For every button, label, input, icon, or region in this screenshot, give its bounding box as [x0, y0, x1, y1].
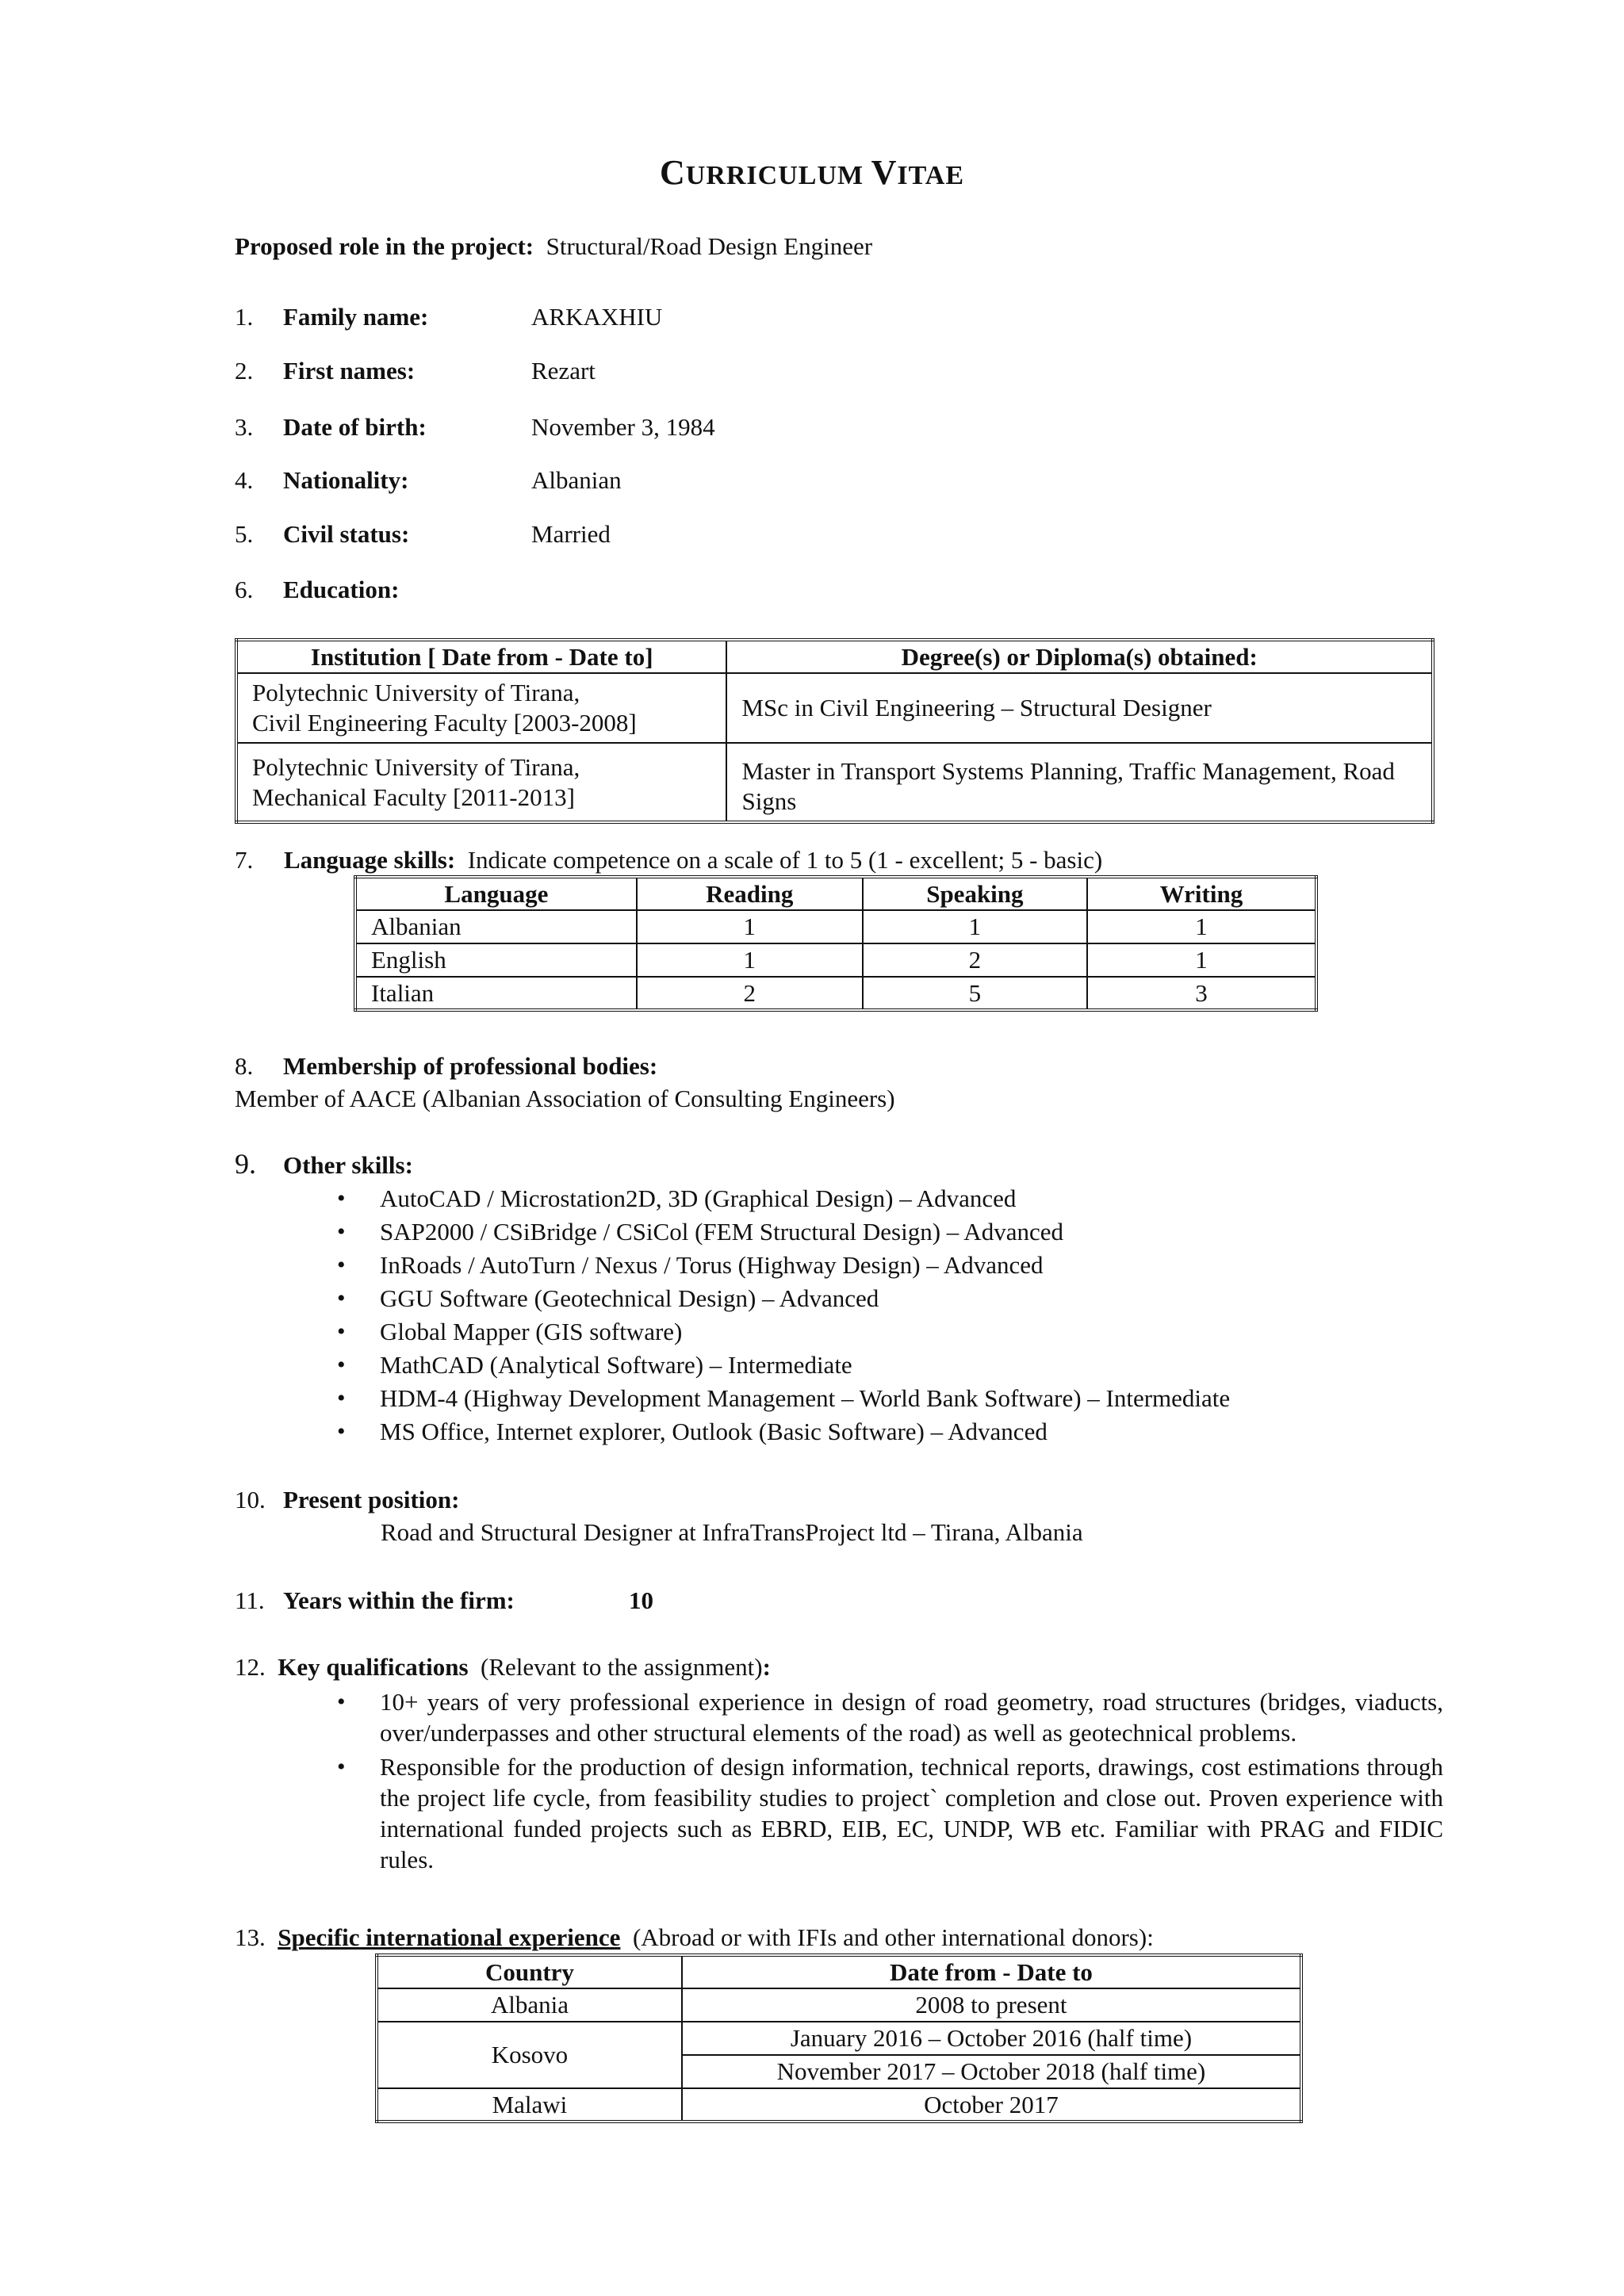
key-qualifications-list — [337, 1686, 1443, 1878]
education-label: Education: — [283, 576, 400, 603]
language-table — [354, 875, 1318, 1012]
table-row — [355, 977, 1316, 1010]
international-heading — [235, 1923, 1154, 1953]
speaking-score: 2 — [863, 943, 1087, 977]
date-of-birth-value: November 3, 1984 — [531, 413, 715, 441]
list-item: • MS Office, Internet explorer, Outlook (Basic Software) – Advanced — [337, 1415, 1447, 1448]
country: Kosovo — [377, 2022, 682, 2088]
country: Albania — [377, 1988, 682, 2022]
nationality-label: Nationality: — [283, 466, 409, 494]
family-name-value: ARKAXHIU — [531, 303, 663, 331]
field-number: 13. — [235, 1923, 266, 1951]
family-name-label: Family name: — [283, 303, 429, 331]
international-label: Specific international experience — [278, 1923, 621, 1951]
list-item: • InRoads / AutoTurn / Nexus / Torus (Highway Design) – Advanced — [337, 1249, 1447, 1282]
degree: Master in Transport Systems Planning, Traffic Management, Road Signs — [726, 743, 1433, 822]
institution-name: Polytechnic University of Tirana, — [252, 752, 580, 781]
country-header: Country — [377, 1955, 682, 1988]
country: Malawi — [377, 2088, 682, 2122]
proposed-role-value: Structural/Road Design Engineer — [546, 232, 873, 260]
date-range: January 2016 – October 2016 (half time) — [682, 2022, 1301, 2055]
field-number: 11. — [235, 1586, 265, 1614]
table-row — [377, 2022, 1301, 2055]
writing-header: Writing — [1087, 877, 1316, 910]
language-name: Albanian — [355, 910, 637, 943]
key-qualifications-label: Key qualifications — [278, 1653, 469, 1681]
list-item: • SAP2000 / CSiBridge / CSiCol (FEM Structural Design) – Advanced — [337, 1215, 1447, 1249]
list-item: • HDM-4 (Highway Development Management – World Bank Software) – Intermediate — [337, 1382, 1447, 1415]
language-section-heading — [235, 845, 1102, 875]
date-range: 2008 to present — [682, 1988, 1301, 2022]
speaking-header: Speaking — [863, 877, 1087, 910]
list-item: • AutoCAD / Microstation2D, 3D (Graphical Design) – Advanced — [337, 1182, 1447, 1215]
membership-label: Membership of professional bodies: — [283, 1052, 658, 1080]
present-position-label: Present position: — [283, 1486, 460, 1513]
other-skills-label: Other skills: — [283, 1151, 413, 1179]
field-number: 10. — [235, 1486, 266, 1513]
page-title: CURRICULUM VITAE — [659, 153, 964, 192]
years-in-firm-value: 10 — [629, 1586, 653, 1614]
proposed-role-label: Proposed role in the project: — [235, 232, 534, 260]
institution-faculty: Mechanical Faculty [2011-2013] — [252, 783, 575, 811]
field-number: 2. — [235, 357, 254, 385]
nationality-value: Albanian — [531, 466, 622, 494]
writing-score: 1 — [1087, 910, 1316, 943]
date-range: October 2017 — [682, 2088, 1301, 2122]
date-range: November 2017 – October 2018 (half time) — [682, 2055, 1301, 2088]
table-row — [355, 910, 1316, 943]
language-name: Italian — [355, 977, 637, 1010]
education-header-degree: Degree(s) or Diploma(s) obtained: — [726, 640, 1433, 673]
education-header-institution: Institution [ Date from - Date to] — [236, 640, 726, 673]
list-item: • Global Mapper (GIS software) — [337, 1315, 1447, 1349]
date-header: Date from - Date to — [682, 1955, 1301, 1988]
language-skills-note: Indicate competence on a scale of 1 to 5 (1 - excellent; 5 - basic) — [467, 846, 1103, 874]
civil-status-value: Married — [531, 520, 611, 548]
years-in-firm-label: Years within the firm: — [283, 1586, 515, 1614]
field-number: 9. — [235, 1148, 256, 1180]
degree: MSc in Civil Engineering – Structural Designer — [726, 673, 1433, 743]
field-number: 4. — [235, 466, 254, 494]
key-qualifications-note: (Relevant to the assignment) — [481, 1653, 763, 1681]
list-item: • 10+ years of very professional experience in design of road geometry, road structures (bridges, viaducts, over/underpasses and other structural elements of the road) as well as geotechnical problems. — [337, 1686, 1443, 1748]
speaking-score: 5 — [863, 977, 1087, 1010]
key-qualifications-heading: 12. Key qualifications (Relevant to the assignment): — [235, 1653, 771, 1681]
international-note: (Abroad or with IFIs and other international donors): — [632, 1923, 1154, 1951]
reading-header: Reading — [637, 877, 863, 910]
present-position-value: Road and Structural Designer at InfraTransProject ltd – Tirana, Albania — [381, 1518, 1083, 1546]
field-number: 3. — [235, 413, 254, 441]
institution-faculty: Civil Engineering Faculty [2003-2008] — [252, 709, 637, 737]
table-row — [236, 673, 1433, 743]
table-row — [355, 943, 1316, 977]
field-number: 1. — [235, 303, 254, 331]
list-item: • MathCAD (Analytical Software) – Intermediate — [337, 1349, 1447, 1382]
writing-score: 1 — [1087, 943, 1316, 977]
language-skills-label: Language skills: — [284, 846, 456, 874]
international-table — [375, 1954, 1303, 2123]
civil-status-label: Civil status: — [283, 520, 410, 548]
field-number: 5. — [235, 520, 254, 548]
field-number: 12. — [235, 1653, 266, 1681]
first-names-label: First names: — [283, 357, 416, 385]
field-number: 7. — [235, 846, 254, 874]
table-row — [377, 1988, 1301, 2022]
field-number: 8. — [235, 1052, 254, 1080]
table-row — [377, 2088, 1301, 2122]
language-header: Language — [355, 877, 637, 910]
reading-score: 2 — [637, 977, 863, 1010]
language-name: English — [355, 943, 637, 977]
speaking-score: 1 — [863, 910, 1087, 943]
institution-name: Polytechnic University of Tirana, — [252, 679, 580, 706]
first-names-value: Rezart — [531, 357, 596, 385]
proposed-role — [235, 232, 872, 262]
writing-score: 3 — [1087, 977, 1316, 1010]
reading-score: 1 — [637, 943, 863, 977]
other-skills-list — [337, 1182, 1447, 1448]
list-item: • GGU Software (Geotechnical Design) – Advanced — [337, 1282, 1447, 1315]
date-of-birth-label: Date of birth: — [283, 413, 427, 441]
table-row — [236, 743, 1433, 822]
reading-score: 1 — [637, 910, 863, 943]
education-table — [235, 638, 1434, 824]
list-item: • Responsible for the production of design information, technical reports, drawings, cost estimations through the project life cycle, from feasibility studies to project` completion and close out. Proven experience with international funded projects such as EBRD, EIB, EC, UNDP, WB etc. Familiar with PRAG and FIDIC rules. — [337, 1751, 1443, 1875]
membership-value: Member of AACE (Albanian Association of Consulting Engineers) — [235, 1085, 895, 1112]
field-number: 6. — [235, 576, 254, 603]
